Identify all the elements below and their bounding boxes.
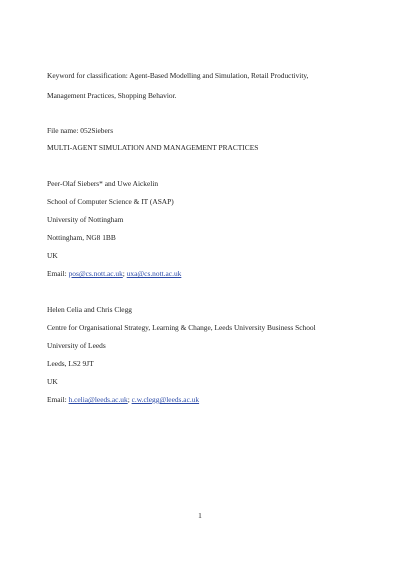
department-1: School of Computer Science & IT (ASAP) bbox=[47, 197, 174, 206]
keywords-line-1: Keyword for classification: Agent-Based Modelling and Simulation, Retail Productivity, bbox=[47, 71, 309, 80]
city-2: Leeds, LS2 9JT bbox=[47, 359, 94, 368]
email-line-1 bbox=[47, 269, 181, 278]
paper-title: MULTI-AGENT SIMULATION AND MANAGEMENT PRACTICES bbox=[47, 143, 259, 152]
email-link[interactable]: pos@cs.nott.ac.uk bbox=[68, 269, 123, 278]
email-link[interactable]: h.celia@leeds.ac.uk bbox=[68, 395, 128, 404]
authors-2: Helen Celia and Chris Clegg bbox=[47, 305, 132, 314]
email-line-2 bbox=[47, 395, 199, 404]
country-1: UK bbox=[47, 251, 58, 260]
email-separator: ; bbox=[122, 269, 127, 278]
university-1: University of Nottingham bbox=[47, 215, 124, 224]
country-2: UK bbox=[47, 377, 58, 386]
email-label: Email: bbox=[47, 269, 69, 278]
email-link[interactable]: c.w.clegg@leeds.ac.uk bbox=[131, 395, 200, 404]
city-1: Nottingham, NG8 1BB bbox=[47, 233, 116, 242]
email-separator: ; bbox=[127, 395, 132, 404]
university-2: University of Leeds bbox=[47, 341, 106, 350]
email-label: Email: bbox=[47, 395, 69, 404]
file-name: File name: 052Siebers bbox=[47, 126, 114, 135]
keywords-line-2: Management Practices, Shopping Behavior. bbox=[47, 91, 177, 100]
email-link[interactable]: uxa@cs.nott.ac.uk bbox=[126, 269, 182, 278]
department-2: Centre for Organisational Strategy, Learning & Change, Leeds University Business School bbox=[47, 323, 316, 332]
authors-1: Peer-Olaf Siebers* and Uwe Aickelin bbox=[47, 179, 159, 188]
page-number: 1 bbox=[198, 511, 202, 520]
